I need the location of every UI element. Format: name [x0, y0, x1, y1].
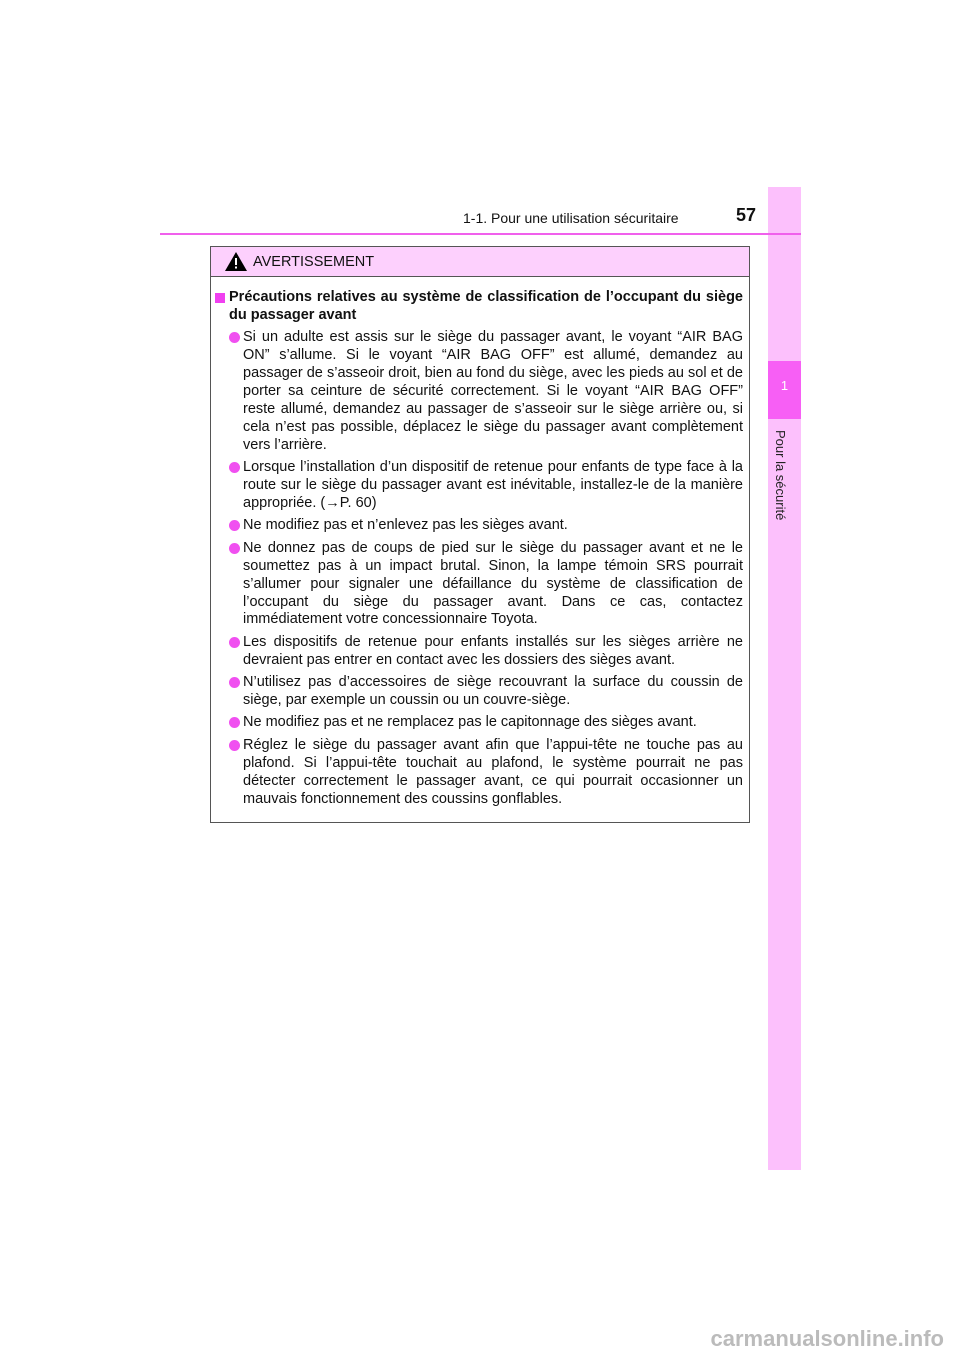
warning-item-text: Si un adulte est assis sur le siège du passager avant, le voyant “AIR BAG ON” s’allume. Si le voyant “AIR BAG OFF” est allumé, demandez au passager de s’asseoir droit, bien au fond du siège, avec les pieds au sol et de porter sa ceinture de sécurité correctement. Si le voyant “AIR BAG OFF” reste allumé, demandez au passager de s’asseoir sur le siège arrière ou, si cela n’est pas possible, déplacez le siège du passager avant complètement vers l’arrière. [243, 329, 743, 453]
bullet-icon [229, 543, 240, 554]
warning-triangle-icon [225, 252, 247, 271]
warning-item [215, 517, 743, 535]
warning-item-text: Ne modifiez pas et ne remplacez pas le capitonnage des sièges avant. [243, 714, 697, 731]
warning-item [215, 459, 743, 513]
square-bullet-icon [215, 293, 225, 303]
warning-title: AVERTISSEMENT [253, 253, 375, 270]
warning-item [215, 634, 743, 670]
warning-item-text: Ne modifiez pas et n’enlevez pas les sièges avant. [243, 517, 568, 534]
warning-item [215, 674, 743, 710]
watermark: carmanualsonline.info [710, 1326, 944, 1351]
bullet-icon [229, 332, 240, 343]
bullet-icon [229, 520, 240, 531]
bullet-icon [229, 717, 240, 728]
warning-item-text: Les dispositifs de retenue pour enfants installés sur les sièges arrière ne devraient pas entrer en contact avec les dossiers des sièges avant. [243, 633, 743, 668]
warning-item [215, 714, 743, 732]
warning-heading [215, 289, 743, 325]
warning-item-text: Ne donnez pas de coups de pied sur le siège du passager avant et ne le soumettez pas à un impact brutal. Sinon, la lampe témoin SRS pourrait s’allumer pour signaler une défaillance du système de classification de l’occupant du siège du passager avant. Dans ce cas, contactez immédiatement votre concessionnaire Toyota. [243, 539, 743, 628]
header-divider [160, 233, 801, 235]
warning-item [215, 540, 743, 630]
chapter-tab[interactable]: 1 [768, 361, 801, 419]
warning-item [215, 329, 743, 454]
page-number: 57 [736, 205, 757, 225]
warning-header [211, 247, 749, 277]
chapter-sidebar [768, 187, 801, 1170]
bullet-icon [229, 462, 240, 473]
warning-item-text: N’utilisez pas d’accessoires de siège recouvrant la surface du coussin de siège, par exemple un coussin ou un couvre-siège. [243, 674, 743, 709]
bullet-icon [229, 637, 240, 648]
warning-item [215, 737, 743, 809]
heading-text: Précautions relatives au système de classification de l’occupant du siège du passager avant [229, 289, 743, 323]
bullet-icon [229, 740, 240, 751]
warning-box [210, 246, 750, 823]
warning-item-text: Réglez le siège du passager avant afin que l’appui-tête ne touche pas au plafond. Si l’appui-tête touchait au plafond, le système pourrait ne pas détecter correctement le passager avant, ce qui pourrait occasionner un mauvais fonctionnement des coussins gonflables. [243, 736, 743, 807]
chapter-label: Pour la sécurité [773, 430, 788, 521]
section-title: 1-1. Pour une utilisation sécuritaire [463, 210, 679, 226]
warning-item-text: Lorsque l’installation d’un dispositif de retenue pour enfants de type face à la route sur le siège du passager avant est inévitable, installez-le de la manière appropriée. (→P. 60) [243, 459, 743, 511]
bullet-icon [229, 677, 240, 688]
